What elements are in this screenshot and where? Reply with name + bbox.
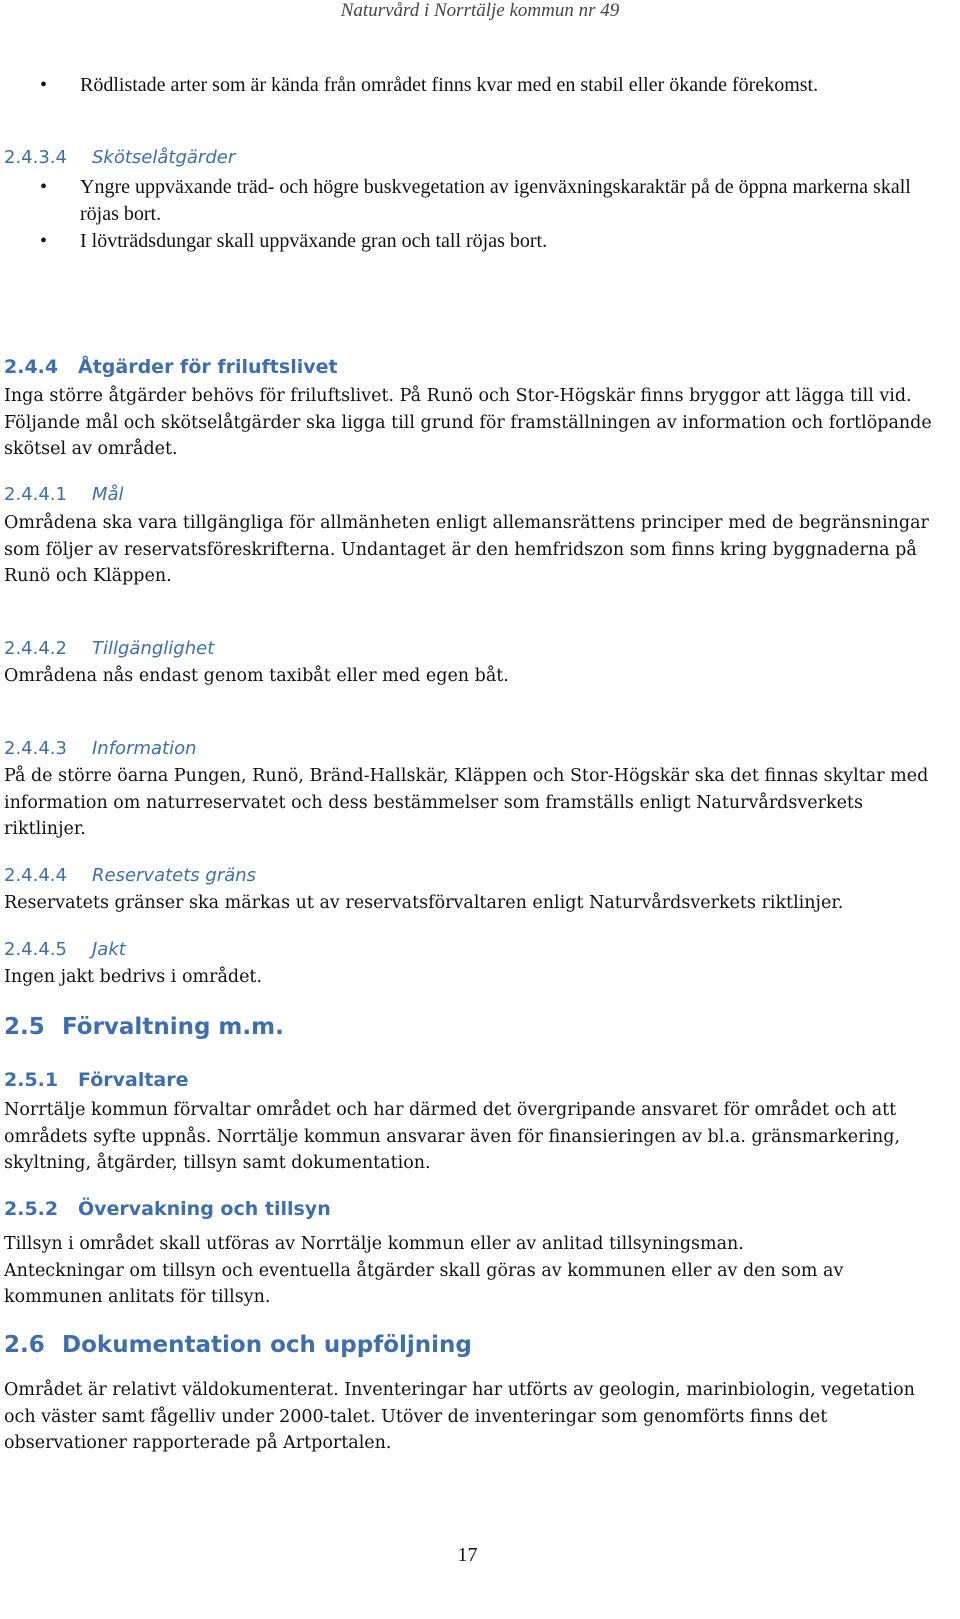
- paragraph: [4, 1231, 934, 1311]
- subsection-heading-jakt: [4, 939, 126, 960]
- bullet-icon: •: [40, 230, 48, 252]
- running-header: Naturvård i Norrtälje kommun nr 49: [340, 0, 620, 21]
- paragraph: På de större öarna Pungen, Runö, Bränd-Hallskär, Kläppen och Stor-Högskär ska det finnas skyltar med information om naturreservatet och dess bestämmelser som framställs enligt Naturvårdsverkets riktlinjer.: [4, 766, 929, 839]
- heading-title: Dokumentation och uppföljning: [62, 1332, 472, 1358]
- heading-number: 2.6: [4, 1332, 45, 1358]
- heading-number: 2.5.2: [4, 1198, 59, 1220]
- paragraph: Inga större åtgärder behövs för friluftslivet. På Runö och Stor-Högskär finns bryggor att lägga till vid. Följande mål och skötselåtgärder ska ligga till grund för framställningen av information och fortlöpande skötsel av området.: [4, 386, 932, 459]
- section-heading-overvakning-tillsyn: [4, 1198, 331, 1220]
- subsection-heading-information: [4, 738, 197, 759]
- subsection-heading-skotselatgarder: [4, 147, 235, 168]
- paragraph: Områdena nås endast genom taxibåt eller med egen båt.: [4, 666, 509, 686]
- chapter-heading-forvaltning: [4, 1014, 284, 1040]
- paragraph: Områdena ska vara tillgängliga för allmänheten enligt allemansrättens principer med de begränsningar som följer av reservatsföreskrifterna. Undantaget är den hemfridszon som finns kring byggnaderna på Runö och Kläppen.: [4, 513, 929, 586]
- paragraph: Norrtälje kommun förvaltar området och har därmed det övergripande ansvaret för området och att områdets syfte uppnås. Norrtälje kommun ansvarar även för finansieringen av bl.a. gränsmarkering, skyltning, åtgärder, tillsyn samt dokumentation.: [4, 1100, 901, 1173]
- paragraph-line: Tillsyn i området skall utföras av Norrtälje kommun eller av anlitad tillsyningsman.: [4, 1234, 744, 1254]
- heading-title: Skötselåtgärder: [92, 147, 236, 168]
- paragraph: Ingen jakt bedrivs i området.: [4, 967, 263, 987]
- bullet-icon: •: [40, 176, 48, 198]
- bullet-icon: •: [40, 74, 48, 96]
- section-heading-atgarder-friluftslivet: [4, 356, 338, 378]
- heading-title: Reservatets gräns: [92, 865, 257, 886]
- heading-number: 2.4.4: [4, 356, 59, 378]
- list-item-text: Yngre uppväxande träd- och högre buskvegetation av igenväxningskaraktär på de öppna markerna skall röjas bort.: [80, 176, 911, 225]
- heading-number: 2.4.4.2: [4, 638, 67, 659]
- heading-title: Förvaltare: [78, 1069, 189, 1091]
- heading-title: Tillgänglighet: [92, 638, 215, 659]
- heading-number: 2.4.4.5: [4, 939, 67, 960]
- heading-number: 2.4.4.4: [4, 865, 67, 886]
- subsection-heading-tillganglighet: [4, 638, 214, 659]
- heading-number: 2.4.3.4: [4, 147, 67, 168]
- heading-number: 2.4.4.1: [4, 484, 67, 505]
- heading-title: Mål: [92, 484, 124, 505]
- heading-title: Jakt: [92, 939, 126, 960]
- heading-number: 2.5: [4, 1014, 45, 1040]
- heading-number: 2.4.4.3: [4, 738, 67, 759]
- paragraph-line: Anteckningar om tillsyn och eventuella åtgärder skall göras av kommunen eller av den som av kommunen anlitats för tillsyn.: [4, 1260, 844, 1307]
- subsection-heading-reservatets-grans: [4, 865, 256, 886]
- subsection-heading-mal: [4, 484, 124, 505]
- paragraph: Reservatets gränser ska märkas ut av reservatsförvaltaren enligt Naturvårdsverkets riktlinjer.: [4, 893, 844, 913]
- heading-title: Övervakning och tillsyn: [78, 1198, 331, 1220]
- heading-title: Förvaltning m.m.: [62, 1014, 284, 1040]
- chapter-heading-dokumentation: [4, 1332, 472, 1358]
- heading-number: 2.5.1: [4, 1069, 59, 1091]
- list-item-text: I lövträdsdungar skall uppväxande gran och tall röjas bort.: [80, 230, 548, 252]
- heading-title: Åtgärder för friluftslivet: [78, 356, 338, 378]
- section-heading-forvaltare: [4, 1069, 189, 1091]
- page-number: 17: [457, 1544, 478, 1566]
- list-item-text: Rödlistade arter som är kända från området finns kvar med en stabil eller ökande förekomst.: [80, 74, 819, 96]
- heading-title: Information: [92, 738, 197, 759]
- paragraph: Området är relativt väldokumenterat. Inventeringar har utförts av geologin, marinbiologin, vegetation och väster samt fågelliv under 2000-talet. Utöver de inventeringar som genomförts finns det observationer rapporterade på Artportalen.: [4, 1380, 915, 1453]
